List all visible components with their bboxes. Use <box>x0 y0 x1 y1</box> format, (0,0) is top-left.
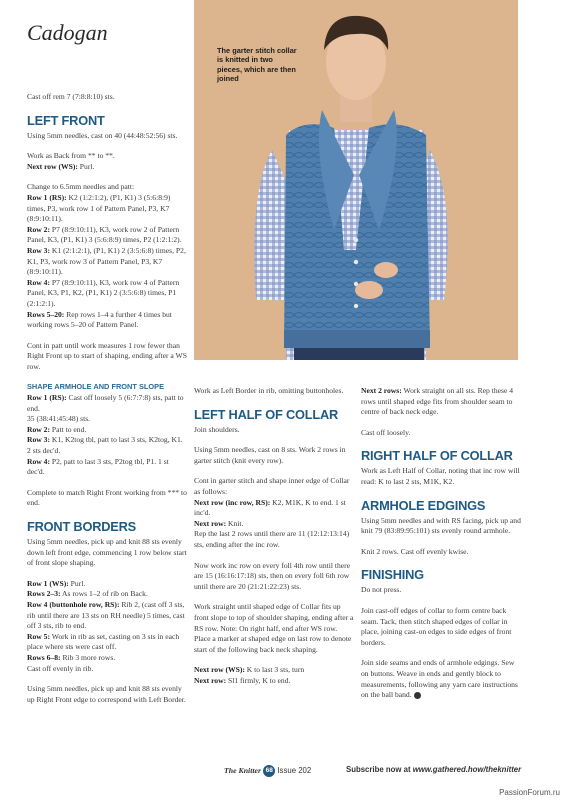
photo-caption: The garter stitch collar is knitted in two pieces, which are then joined <box>217 46 297 84</box>
fb-para-2: Using 5mm needles, pick up and knit 88 sts evenly up Right Front edge to correspond with Left Border. <box>27 684 186 704</box>
fb-cast-off: Cast off evenly in rib. <box>27 663 94 673</box>
lf-para-1: Using 5mm needles, cast on 40 (44:48:52:56) sts. <box>27 130 178 140</box>
intro-text: Cast off rem 7 (7:8:8:10) sts. <box>27 92 115 101</box>
shape-row-2: Row 2: Patt to end. <box>27 424 87 434</box>
shape-row-4: Row 4: P2, patt to last 3 sts, P2tog tbl, P1. 1 st dec'd. <box>27 456 169 477</box>
collar-ws-row: Next row (WS): K to last 3 sts, turn <box>194 665 305 675</box>
page-number: 68 <box>263 765 275 777</box>
column-1 <box>27 92 187 715</box>
fb-rows-6-8: Rows 6–8: Rib 3 more rows. <box>27 652 116 662</box>
left-half-collar-heading: LEFT HALF OF COLLAR <box>194 406 339 422</box>
collar-para-5: Work straight until shaped edge of Collar fits up front slope to top of shoulder shaping, ending after a RS row. Note: On right half, end after WS row. Place a marker at shaped edge on last row to denote start of the following back neck shaping. <box>194 602 354 654</box>
lf-para-2: Work as Back from ** to **. <box>27 151 115 161</box>
armhole-edgings-heading: ARMHOLE EDGINGS <box>361 497 486 513</box>
collar-para-3: Cont in garter stitch and shape inner edge of Collar as follows: <box>194 476 350 496</box>
final-text: Join side seams and ends of armhole edgings. Sew on buttons. Weave in ends and gently block to measurements, following any yarn care instructions on the ball band. <box>361 658 518 700</box>
magazine-name: The Knitter <box>224 766 262 776</box>
do-not-press: Do not press. <box>361 585 402 595</box>
row-4: Row 4: P7 (8:9:10:11), K3, work row 4 of Pattern Panel, K3, P1, K2, (P1, K1) 2 (3:5:6:8) times, P1 (2:1:2:1). <box>27 277 180 308</box>
shape-row-1: Row 1 (RS): Cast off loosely 5 (6:7:7:8) sts, patt to end. <box>27 393 184 413</box>
row-3: Row 3: K1 (2:1:2:1), (P1, K1) 2 (3:5:6:8) times, P2, K1, P3, work row 3 of Pattern Panel, P3, K7 (8:9:10:11). <box>27 245 186 277</box>
collar-para-4: Now work inc row on every foll 4th row until there are 15 (16:16:17:18) sts, then on every foll 6th row until there are 20 (21:21:22:23) sts. <box>194 560 351 591</box>
fb-row-5: Row 5: Work in rib as set, casting on 3 sts in each place where sts were cast off. <box>27 631 180 652</box>
left-front-heading: LEFT FRONT <box>27 112 105 128</box>
column-3 <box>361 386 521 711</box>
footer-subscribe <box>346 765 521 774</box>
watermark: PassionForum.ru <box>499 788 560 797</box>
border-rib-text: Work as Left Border in rib, omitting buttonholes. <box>194 386 344 395</box>
finishing-heading: FINISHING <box>361 567 424 583</box>
join-shoulders: Join shoulders. <box>194 424 240 434</box>
next-2-rows: Next 2 rows: Work straight on all sts. Rep these 4 rows until shaped edge fits from shoulder seam to centre of back neck edge. <box>361 386 514 417</box>
page-title: Cadogan <box>27 20 108 45</box>
collar-rep: Rep the last 2 rows until there are 11 (12:12:13:14) sts, ending after the inc row. <box>194 529 350 549</box>
fb-para-1: Using 5mm needles, pick up and knit 88 sts evenly down left front edge, commencing 1 row below start of front slope shaping. <box>27 537 187 568</box>
rhc-text: Work as Left Half of Collar, noting that inc row will read: K to last 2 sts, M1K, K2. <box>361 466 520 486</box>
footer-magazine <box>224 765 311 777</box>
lf-para-3: Next row (WS): Purl. <box>27 161 95 171</box>
cast-off-loosely: Cast off loosely. <box>361 427 411 437</box>
collar-next-row: Next row: Knit. <box>194 518 244 528</box>
collar-sl-row: Next row: Sl1 firmly, K to end. <box>194 675 291 685</box>
issue-number: Issue 202 <box>277 766 312 776</box>
fb-row-1: Row 1 (WS): Purl. <box>27 578 86 588</box>
armhole-text: Using 5mm needles and with RS facing, pick up and knit 79 (83:89:95:101) sts evenly round armhole. <box>361 515 521 536</box>
complete-text: Complete to match Right Front working from *** to end. <box>27 487 187 508</box>
front-borders-heading: FRONT BORDERS <box>27 519 137 534</box>
shape-armhole-heading: SHAPE ARMHOLE AND FRONT SLOPE <box>27 382 165 392</box>
collar-para-2: Using 5mm needles, cast on 8 sts. Work 2 rows in garter stitch (knit every row). <box>194 445 346 465</box>
knit-2-rows: Knit 2 rows. Cast off evenly kwise. <box>361 546 469 556</box>
subscribe-label: Subscribe now at <box>346 765 411 774</box>
fb-row-4: Row 4 (buttonhole row, RS): Rib 2, (cast off 3 sts, rib until there are 13 sts on RH needle) 5 times, cast off 3 sts, rib to end. <box>27 599 185 631</box>
row-1: Row 1 (RS): K2 (1:2:1:2), (P1, K1) 3 (5:6:8:9) times, P3, work row 1 of Pattern Panel, P3, K7 (8:9:10:11). <box>27 192 171 224</box>
shape-row-3: Row 3: K1, K2tog tbl, patt to last 3 sts, K2tog, K1. 2 sts dec'd. <box>27 435 183 456</box>
row-2: Row 2: P7 (8:9:10:11), K3, work row 2 of Pattern Panel, K3, (P1, K1) 3 (5:6:8:9) times, P2 (1:2:1:2). <box>27 224 182 245</box>
lf-para-4: Change to 6.5mm needles and patt: <box>27 182 135 192</box>
right-half-collar-heading: RIGHT HALF OF COLLAR <box>361 448 513 464</box>
end-icon <box>414 692 421 699</box>
column-2 <box>194 386 354 686</box>
continue-text: Cont in patt until work measures 1 row fewer than Right Front up to start of shaping, ending after a WS row. <box>27 340 187 371</box>
rows-5-20: Rows 5–20: Rep rows 1–4 a further 4 times but working rows 5–20 of Pattern Panel. <box>27 309 172 330</box>
collar-inc-row: Next row (inc row, RS): K2, M1K, K to end. 1 st inc'd. <box>194 497 346 518</box>
join-collar-text: Join cast-off edges of collar to form centre back seam. Tack, then stitch shaped edges of collar in place, joining cast-on edges to side edges of front borders. <box>361 605 512 647</box>
fb-rows-2-3: Rows 2–3: As rows 1–2 of rib on Back. <box>27 589 148 599</box>
shape-row-1b: 35 (38:41:45:48) sts. <box>27 414 91 424</box>
subscribe-link[interactable]: www.gathered.how/theknitter <box>412 765 522 774</box>
